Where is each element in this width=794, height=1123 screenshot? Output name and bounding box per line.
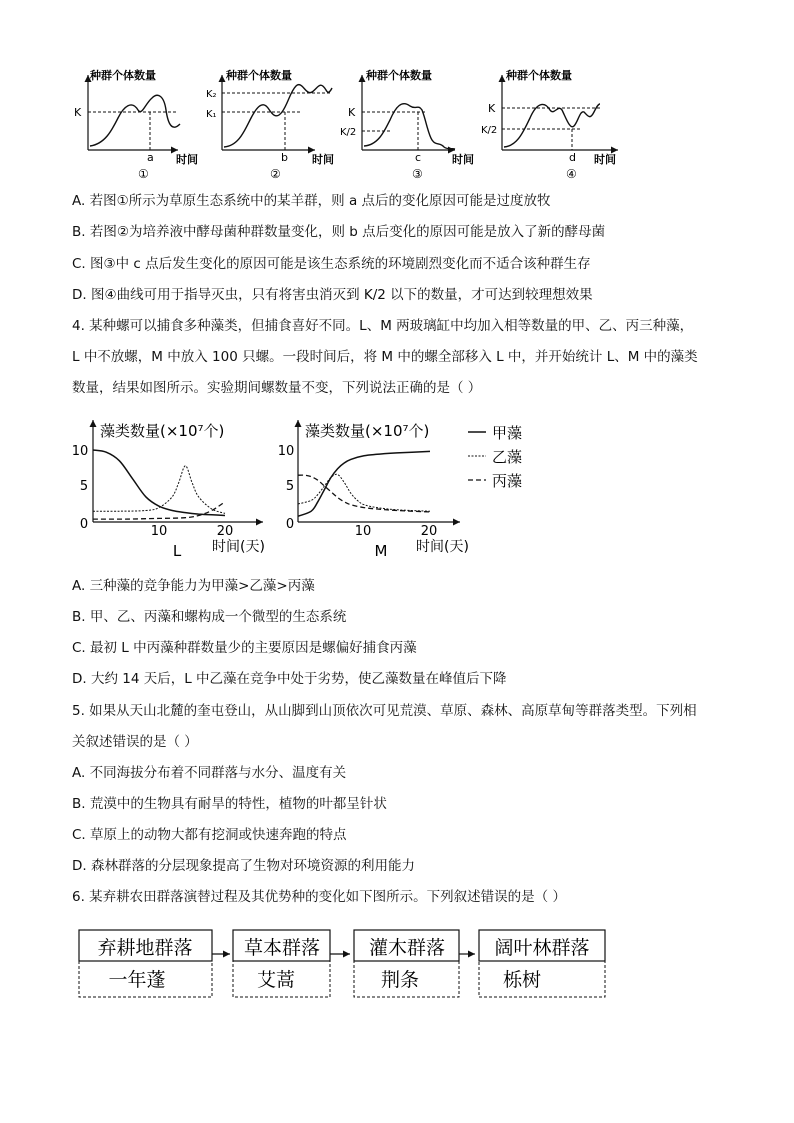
chart-m-series-bing [298,475,430,512]
panel-3-xlabel: 时间 [452,153,474,166]
q5-option-b: B. 荒漠中的生物具有耐旱的特性，植物的叶都呈针状 [72,796,387,812]
panel-4-curve [504,104,600,147]
chart-m-series-jia [298,451,430,516]
panel-2-point-label: b [281,151,288,164]
q6-stem: 6. 某弃耕农田群落演替过程及其优势种的变化如下图所示。下列叙述错误的是（ ） [72,889,566,905]
chart-l-ytick-5: 5 [79,479,89,494]
panel-2-caption: ② [270,167,281,181]
panel-3-ytick-k: K [348,106,356,119]
q3-option-a: A. 若图①所示为草原生态系统中的某羊群，则 a 点后的变化原因可能是过度放牧 [72,193,551,209]
panel-4-ytick-k: K [488,102,496,115]
algae-charts [0,408,794,568]
chart-l-ytick-10: 10 [71,444,89,459]
chart-m-y-ticks [278,444,295,532]
stage-2-community: 草本群落 [243,937,321,959]
chart-l-ylabel: 藻类数量(×10⁷个) [100,422,225,440]
q4-option-b: B. 甲、乙、丙藻和螺构成一个微型的生态系统 [72,609,347,625]
legend-label-jia: 甲藻 [492,424,523,442]
chart-m-xtick-10: 10 [354,524,372,539]
succession-stage-1 [79,930,212,997]
q4-stem-line-1: 4. 某种螺可以捕食多种藻类，但捕食喜好不同。L、M 两玻璃缸中均加入相等数量的甲、乙、丙三种藻， [72,318,694,334]
panel-3 [340,68,474,181]
chart-l-xtick-20: 20 [216,524,234,539]
panel-1-ylabel: 种群个体数量 [90,69,156,82]
q3-option-b: B. 若图②为培养液中酵母菌种群数量变化，则 b 点后变化的原因可能是放入了新的酵母菌 [72,224,606,240]
chart-m-ytick-5: 5 [285,479,295,494]
q5-option-d: D. 森林群落的分层现象提高了生物对环境资源的利用能力 [72,858,415,874]
panel-1 [74,68,198,181]
q3-option-d: D. 图④曲线可用于指导灭虫，只有将害虫消灭到 K/2 以下的数量，才可达到较理想效果 [72,287,593,303]
chart-l-x-ticks [151,524,234,539]
stage-3-species: 荆条 [380,969,420,991]
q4-option-a: A. 三种藻的竞争能力为甲藻>乙藻>丙藻 [72,578,315,594]
panel-3-point-label: c [415,151,422,164]
chart-legend [468,424,522,490]
panel-1-ytick-k: K [74,106,82,119]
chart-m [278,420,469,560]
q5-stem-line-1: 5. 如果从天山北麓的奎屯登山，从山脚到山顶依次可见荒漠、草原、森林、高原草甸等群落类型。下列相 [72,703,697,719]
succession-stage-2 [233,930,330,997]
stage-1-community: 弃耕地群落 [97,937,193,959]
chart-l-xtick-10: 10 [150,524,168,539]
legend-label-yi: 乙藻 [492,448,523,466]
panel-3-curve [364,104,455,149]
panel-2-ylabel: 种群个体数量 [226,69,292,82]
panel-2-ytick-k2: K₂ [206,89,217,100]
panel-1-caption: ① [138,167,149,181]
stage-2-species: 艾蒿 [256,969,296,991]
stage-4-species: 栎树 [502,969,542,991]
stage-4-community: 阔叶林群落 [494,937,590,959]
panel-2-ytick-k1: K₁ [206,109,217,120]
chart-l-y-ticks [72,444,89,532]
legend-label-bing: 丙藻 [492,472,523,490]
panel-2 [206,68,334,181]
succession-stage-3 [354,930,459,997]
chart-m-xlabel: 时间(天) [416,539,469,555]
chart-l [72,420,265,560]
chart-m-ylabel: 藻类数量(×10⁷个) [305,422,430,440]
panel-3-caption: ③ [412,167,423,181]
succession-stage-4 [479,930,605,997]
population-curves-figure [0,0,794,185]
chart-l-title: L [172,542,182,560]
panel-4-point-label: d [569,151,576,164]
stage-1-species: 一年蓬 [108,969,166,991]
chart-l-series-jia [93,450,225,516]
panel-1-curve [90,95,180,146]
panel-2-xlabel: 时间 [312,153,334,166]
succession-diagram [0,925,794,1005]
q5-stem-line-2: 关叙述错误的是（ ） [72,734,198,750]
chart-m-plot [298,451,430,516]
stage-3-community: 灌木群落 [368,937,446,959]
chart-l-xlabel: 时间(天) [212,539,265,555]
panel-3-ytick-k-half: K/2 [340,127,357,138]
chart-m-ytick-0: 0 [285,517,295,532]
panel-1-point-label: a [147,151,154,164]
panel-4-xlabel: 时间 [594,153,616,166]
chart-m-ytick-10: 10 [277,444,295,459]
panel-1-xlabel: 时间 [176,153,198,166]
chart-m-x-ticks [355,524,438,539]
panel-4-ytick-k-half: K/2 [481,125,498,136]
q4-option-d: D. 大约 14 天后，L 中乙藻在竞争中处于劣势，使乙藻数量在峰值后下降 [72,671,507,687]
chart-m-xtick-20: 20 [420,524,438,539]
panel-2-curve [224,85,332,147]
panel-4-ylabel: 种群个体数量 [506,69,572,82]
chart-m-title: M [374,542,388,560]
panel-3-ylabel: 种群个体数量 [366,69,432,82]
q5-option-c: C. 草原上的动物大都有挖洞或快速奔跑的特点 [72,827,347,843]
q5-option-a: A. 不同海拔分布着不同群落与水分、温度有关 [72,765,347,781]
panel-4 [481,68,618,181]
q3-option-c: C. 图③中 c 点后发生变化的原因可能是该生态系统的环境剧烈变化而不适合该种群生存 [72,256,591,272]
chart-l-ytick-0: 0 [79,517,89,532]
chart-l-plot [93,450,225,519]
q4-option-c: C. 最初 L 中丙藻种群数量少的主要原因是螺偏好捕食丙藻 [72,640,417,656]
panel-4-caption: ④ [566,167,577,181]
q4-stem-line-3: 数量，结果如图所示。实验期间螺数量不变，下列说法正确的是（ ） [72,380,482,396]
q4-stem-line-2: L 中不放螺，M 中放入 100 只螺。一段时间后，将 M 中的螺全部移入 L 中，并开始统计 L、M 中的藻类 [72,349,698,365]
